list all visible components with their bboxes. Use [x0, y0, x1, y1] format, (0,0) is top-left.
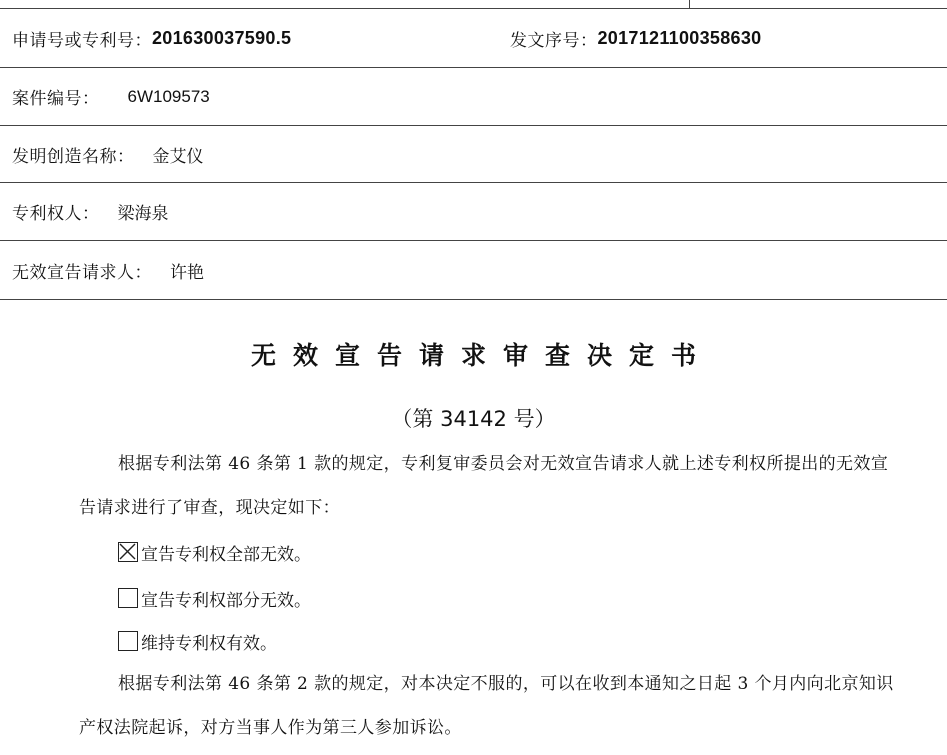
empty-box-icon	[118, 588, 138, 608]
info-row-requester	[0, 241, 947, 300]
option-maintain-valid	[118, 629, 277, 653]
case-number: 6W109573	[127, 86, 210, 106]
requester-label: 无效宣告请求人：	[12, 262, 152, 283]
option-label: 宣告专利权部分无效。	[141, 590, 311, 611]
design-name-label: 发明创造名称：	[12, 146, 135, 167]
decision-number: （第 34142 号）	[391, 407, 556, 431]
option-invalidate-partial	[118, 586, 311, 610]
sequence-number: 2017121100358630	[597, 27, 762, 48]
table-column-divider	[689, 0, 690, 9]
option-invalidate-all	[118, 540, 311, 564]
info-row-case	[0, 68, 947, 126]
option-label: 宣告专利权全部无效。	[141, 544, 311, 565]
patentee-name: 梁海泉	[117, 204, 169, 224]
appeal-paragraph: 根据专利法第 46 条第 2 款的规定，对本决定不服的，可以在收到本通知之日起 3 个月内向北京知识产权法院起诉，对方当事人作为第三人参加诉讼。	[79, 674, 894, 738]
application-number: 201630037590.5	[152, 27, 292, 48]
option-label: 维持专利权有效。	[141, 633, 277, 654]
intro-paragraph: 根据专利法第 46 条第 1 款的规定，专利复审委员会对无效宣告请求人就上述专利权所提出的无效宣告请求进行了审查，现决定如下：	[79, 454, 889, 518]
sequence-field	[510, 9, 761, 67]
patentee-label: 专利权人：	[12, 204, 100, 224]
info-row-design-name	[0, 126, 947, 183]
case-label: 案件编号：	[12, 89, 100, 109]
document-title: 无效宣告请求审查决定书	[250, 341, 713, 370]
sequence-label: 发文序号：	[510, 30, 598, 51]
application-label: 申请号或专利号：	[12, 30, 152, 51]
info-row-patentee	[0, 183, 947, 241]
checked-box-icon	[118, 542, 138, 562]
design-name: 金艾仪	[152, 146, 204, 167]
empty-box-icon	[118, 631, 138, 651]
requester-name: 许艳	[170, 262, 204, 283]
info-row-application	[0, 9, 947, 68]
